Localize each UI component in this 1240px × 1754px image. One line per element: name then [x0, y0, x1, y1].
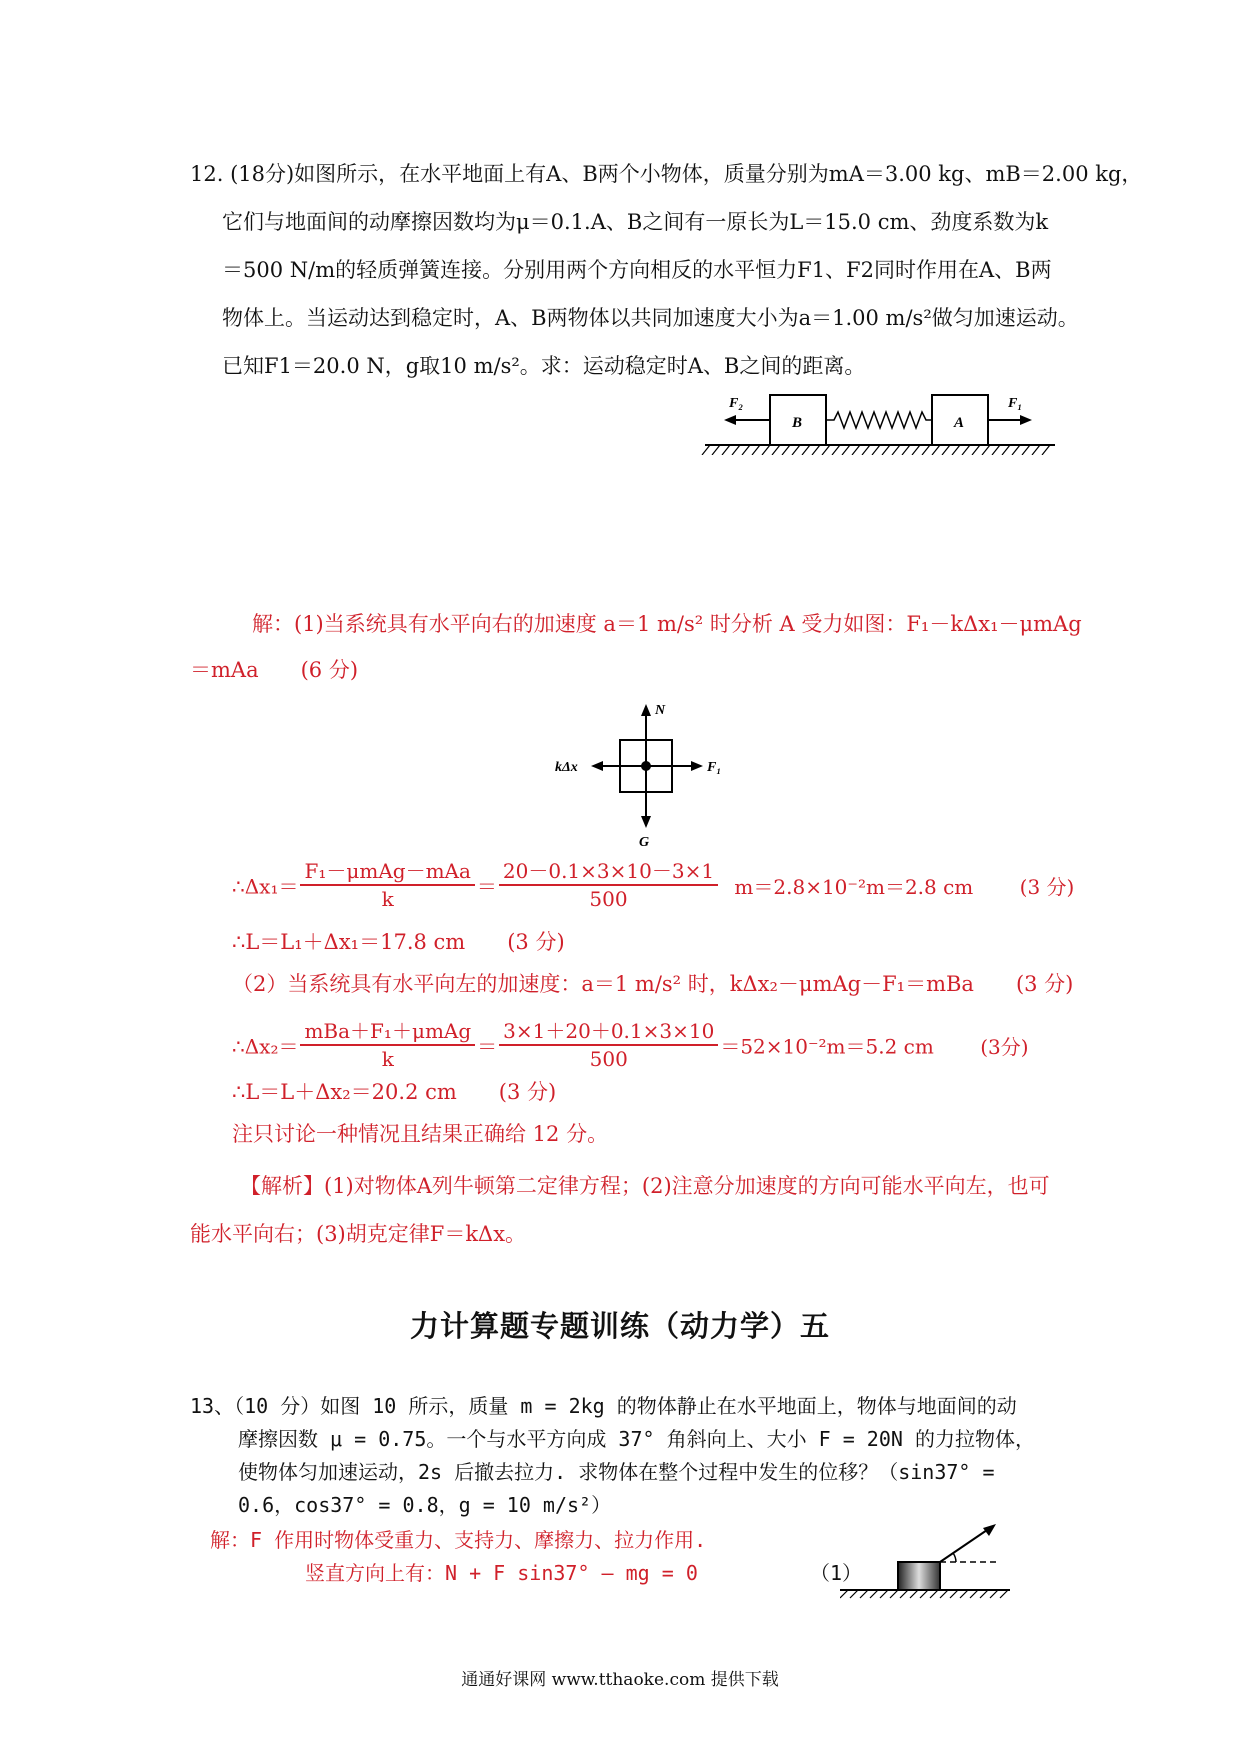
label-n: N [655, 703, 666, 718]
sol12-analysis-2: 能水平向右；(3)胡克定律F＝kΔx。 [190, 1222, 527, 1246]
sol12-line-2: ＝mAa (6 分) [190, 658, 359, 682]
label-f1: F₁ [707, 760, 722, 775]
q12-line-1: 12. (18分)如图所示，在水平地面上有A、B两个小物体，质量分别为mA＝3.00 kg、mB＝2.00 kg， [190, 162, 1143, 186]
spring [826, 412, 932, 428]
q12-line-5: 已知F1＝20.0 N，g取10 m/s²。求：运动稳定时A、B之间的距离。 [222, 354, 866, 378]
sol12-line-1: 解：(1)当系统具有水平向右的加速度 a＝1 m/s² 时分析 A 受力如图：F₁－kΔx₁－μmAg [252, 612, 1082, 636]
label-f1: F₁ [1008, 396, 1023, 411]
sol12-eq-5: ∴L＝L＋Δx₂＝20.2 cm (3 分) [232, 1080, 557, 1104]
section-title: 力计算题专题训练（动力学）五 [409, 1309, 830, 1343]
q12-line-2: 它们与地面间的动摩擦因数均为μ＝0.1.A、B之间有一原长为L＝15.0 cm、劲度系数为k [222, 210, 1049, 234]
q13-line-3: 使物体匀加速运动，2s 后撤去拉力. 求物体在整个过程中发生的位移？（sin37° = [238, 1460, 995, 1484]
q13-line-4: 0.6，cos37° = 0.8，g = 10 m/s²） [238, 1493, 612, 1517]
q12-line-4: 物体上。当运动达到稳定时，A、B两物体以共同加速度大小为a＝1.00 m/s²做匀加速运动。 [222, 306, 1079, 330]
q13-line-2: 摩擦因数 μ = 0.75。一个与水平方向成 37° 角斜向上、大小 F = 20N 的力拉物体， [238, 1427, 1035, 1451]
label-f2: F₂ [729, 396, 744, 411]
angled-pull-figure [840, 1510, 1015, 1600]
sol12-eq-4: ∴Δx₂＝ $\frac{\text{mBa＋F₁＋μmAg}}{k}$ ＝ $\frac{3\times 1+20+0.1\times 3\times 10}{500}$ ＝52×10⁻²m＝5.2 cm (3分) [232, 1019, 1029, 1071]
q13-eq-number: （1） [810, 1561, 863, 1585]
q12-line-3: ＝500 N/m的轻质弹簧连接。分别用两个方向相反的水平恒力F1、F2同时作用在A、B两 [222, 258, 1052, 282]
label-a: A [954, 415, 965, 431]
footer: 通通好课网 www.tthaoke.com 提供下载 [461, 1670, 779, 1690]
block [898, 1562, 940, 1590]
blocks-spring-figure [700, 385, 1060, 455]
label-kdx: kΔx [555, 760, 578, 775]
label-g: G [639, 835, 650, 850]
sol12-eq-2: ∴L＝L₁＋Δx₁＝17.8 cm (3 分) [232, 930, 565, 954]
free-body-diagram [555, 700, 735, 850]
sol12-note: 注只讨论一种情况且结果正确给 12 分。 [232, 1122, 609, 1146]
sol12-analysis-1: 【解析】(1)对物体A列牛顿第二定律方程；(2)注意分加速度的方向可能水平向左，也可 [240, 1174, 1050, 1198]
label-b: B [792, 415, 803, 431]
sol12-eq-3: （2）当系统具有水平向左的加速度：a＝1 m/s² 时，kΔx₂－μmAg－F₁＝mBa (3 分) [232, 972, 1074, 996]
q13-solution-1: 解：F 作用时物体受重力、支持力、摩擦力、拉力作用. [210, 1528, 707, 1552]
q13-solution-2: 竖直方向上有：N + F sin37° – mg = 0 [305, 1561, 698, 1585]
sol12-eq-1: ∴Δx₁＝ $\frac{\text{F₁－μmAg－mAa}}{k}$ ＝ $\frac{20-0.1\times 3\times 10-3\times 1}{500}$ m＝2.8×10⁻²m＝2.8 cm (3 分) [232, 859, 1075, 911]
q13-line-1: 13、（10 分）如图 10 所示，质量 m = 2kg 的物体静止在水平地面上，物体与地面间的动 [190, 1394, 1017, 1418]
